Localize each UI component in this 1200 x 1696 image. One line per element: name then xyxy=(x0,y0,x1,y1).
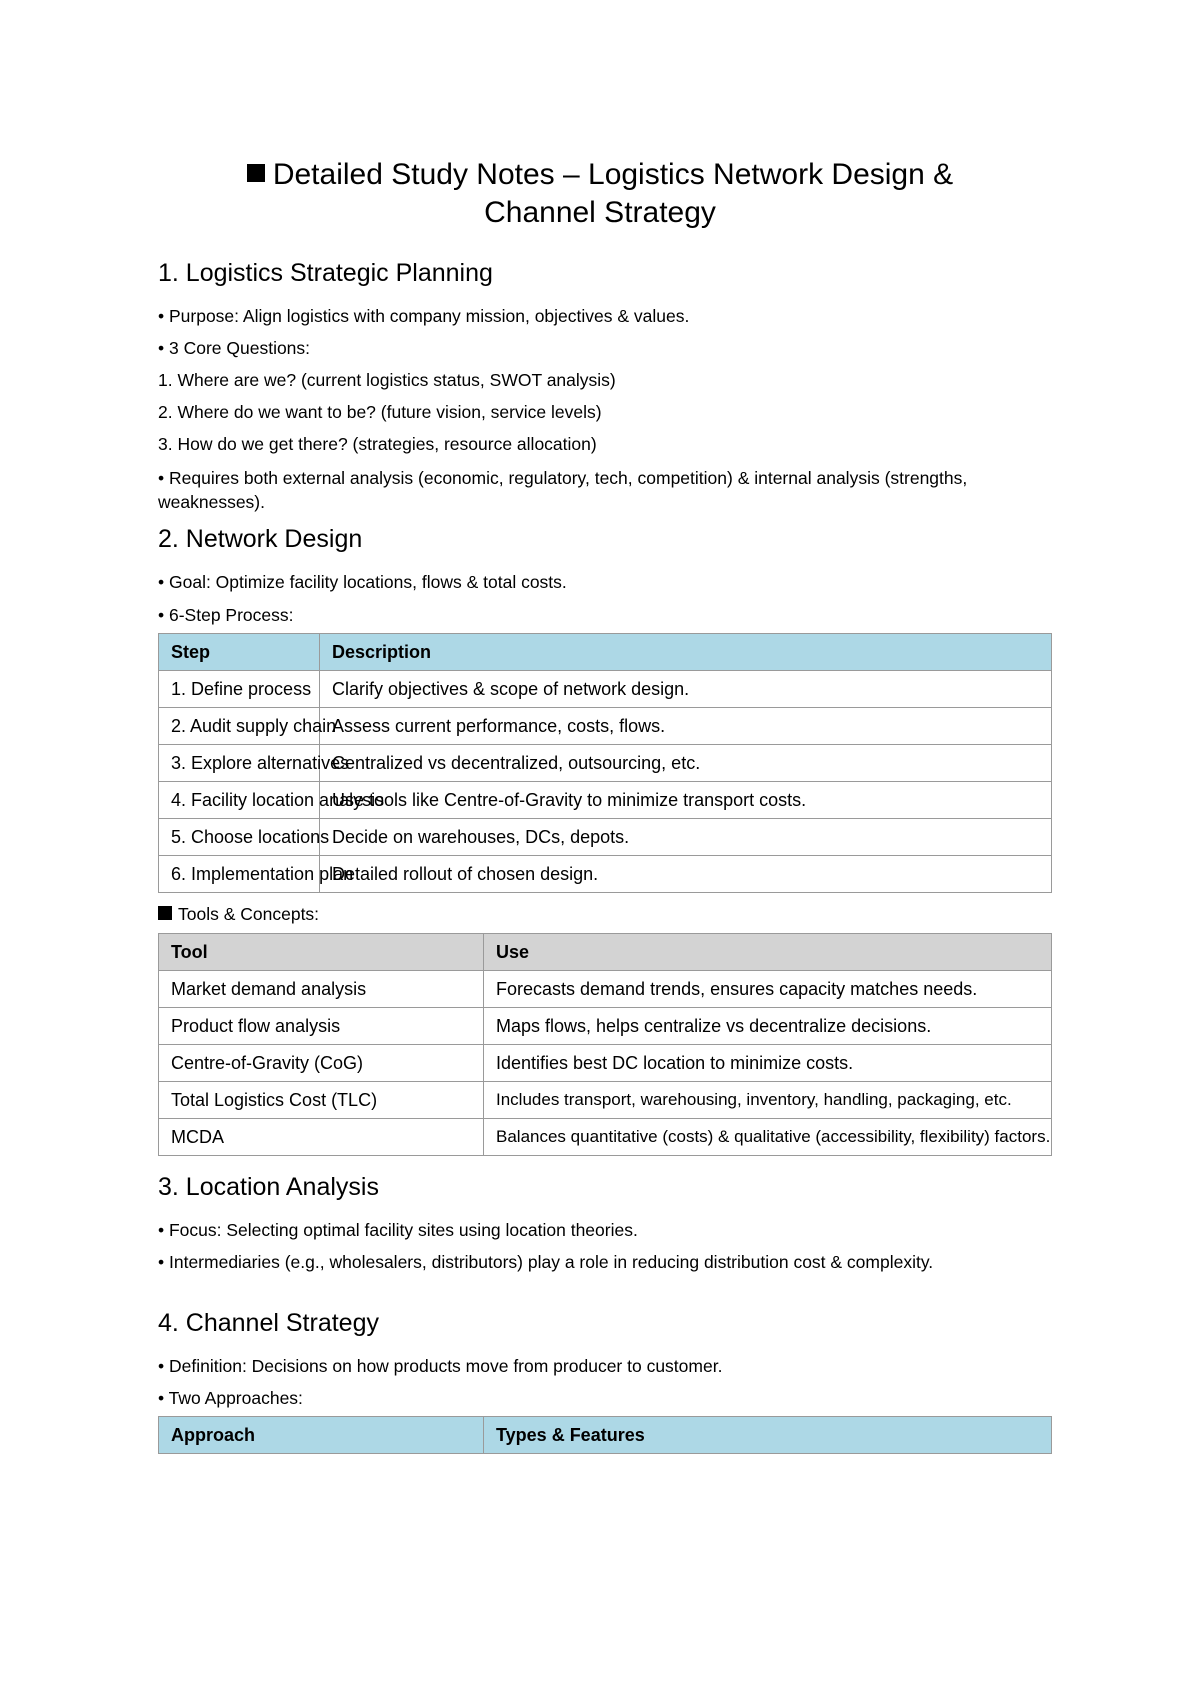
table-row xyxy=(159,856,1052,893)
tool-cell: Total Logistics Cost (TLC) xyxy=(159,1082,484,1119)
section-2-heading: 2. Network Design xyxy=(158,525,363,553)
question-2: 2. Where do we want to be? (future vision, service levels) xyxy=(158,402,602,422)
document-title xyxy=(158,156,1042,232)
description-cell: Centralized vs decentralized, outsourcing, etc. xyxy=(320,745,1052,782)
focus-bullet: • Focus: Selecting optimal facility sites using location theories. xyxy=(158,1220,638,1240)
table-row xyxy=(159,671,1052,708)
table-header-row xyxy=(159,934,1052,971)
question-1: 1. Where are we? (current logistics status, SWOT analysis) xyxy=(158,370,616,390)
tools-label-text: Tools & Concepts: xyxy=(178,904,320,924)
table-row xyxy=(159,819,1052,856)
table-row xyxy=(159,971,1052,1008)
table-row xyxy=(159,708,1052,745)
approach-table xyxy=(158,1416,1052,1454)
definition-bullet: • Definition: Decisions on how products move from producer to customer. xyxy=(158,1356,723,1376)
steps-table xyxy=(158,633,1052,893)
black-square-icon xyxy=(247,164,265,182)
section-1-heading: 1. Logistics Strategic Planning xyxy=(158,259,493,287)
table-row xyxy=(159,1008,1052,1045)
black-square-icon xyxy=(158,906,172,920)
requires-bullet: • Requires both external analysis (economic, regulatory, tech, competition) & internal analysis (strengths, weaknesses). xyxy=(158,468,968,512)
use-cell: Identifies best DC location to minimize costs. xyxy=(484,1045,1052,1082)
table-row xyxy=(159,1045,1052,1082)
column-header: Step xyxy=(159,634,320,671)
description-cell: Detailed rollout of chosen design. xyxy=(320,856,1052,893)
title-line-1: Detailed Study Notes – Logistics Network Design & xyxy=(272,158,954,191)
use-cell: Balances quantitative (costs) & qualitative (accessibility, flexibility) factors. xyxy=(484,1119,1052,1156)
tool-cell: Centre-of-Gravity (CoG) xyxy=(159,1045,484,1082)
purpose-bullet: • Purpose: Align logistics with company mission, objectives & values. xyxy=(158,306,690,326)
column-header: Tool xyxy=(159,934,484,971)
use-cell: Maps flows, helps centralize vs decentralize decisions. xyxy=(484,1008,1052,1045)
column-header: Description xyxy=(320,634,1052,671)
step-cell: 2. Audit supply chain xyxy=(159,708,320,745)
table-row xyxy=(159,782,1052,819)
intermediaries-bullet: • Intermediaries (e.g., wholesalers, distributors) play a role in reducing distribution cost & complexity. xyxy=(158,1252,934,1272)
tool-cell: Market demand analysis xyxy=(159,971,484,1008)
table-row xyxy=(159,1119,1052,1156)
table-row xyxy=(159,745,1052,782)
tool-cell: Product flow analysis xyxy=(159,1008,484,1045)
title-line-2: Channel Strategy xyxy=(484,196,716,229)
process-label: • 6-Step Process: xyxy=(158,605,294,625)
description-cell: Decide on warehouses, DCs, depots. xyxy=(320,819,1052,856)
use-cell: Forecasts demand trends, ensures capacity matches needs. xyxy=(484,971,1052,1008)
question-3: 3. How do we get there? (strategies, resource allocation) xyxy=(158,434,597,454)
column-header: Use xyxy=(484,934,1052,971)
step-cell: 3. Explore alternatives xyxy=(159,745,320,782)
approaches-label: • Two Approaches: xyxy=(158,1388,303,1408)
column-header: Approach xyxy=(159,1417,484,1454)
description-cell: Use tools like Centre-of-Gravity to minimize transport costs. xyxy=(320,782,1052,819)
description-cell: Assess current performance, costs, flows. xyxy=(320,708,1052,745)
table-header-row xyxy=(159,1417,1052,1454)
step-cell: 5. Choose locations xyxy=(159,819,320,856)
description-cell: Clarify objectives & scope of network design. xyxy=(320,671,1052,708)
step-cell: 1. Define process xyxy=(159,671,320,708)
section-4-heading: 4. Channel Strategy xyxy=(158,1309,379,1337)
goal-bullet: • Goal: Optimize facility locations, flows & total costs. xyxy=(158,572,567,592)
column-header: Types & Features xyxy=(484,1417,1052,1454)
table-row xyxy=(159,1082,1052,1119)
step-cell: 4. Facility location analysis xyxy=(159,782,320,819)
tool-cell: MCDA xyxy=(159,1119,484,1156)
tools-label xyxy=(158,902,1038,926)
step-cell: 6. Implementation plan xyxy=(159,856,320,893)
use-cell: Includes transport, warehousing, inventory, handling, packaging, etc. xyxy=(484,1082,1052,1119)
core-questions-bullet: • 3 Core Questions: xyxy=(158,338,311,358)
section-3-heading: 3. Location Analysis xyxy=(158,1173,379,1201)
table-header-row xyxy=(159,634,1052,671)
tools-table xyxy=(158,933,1052,1156)
